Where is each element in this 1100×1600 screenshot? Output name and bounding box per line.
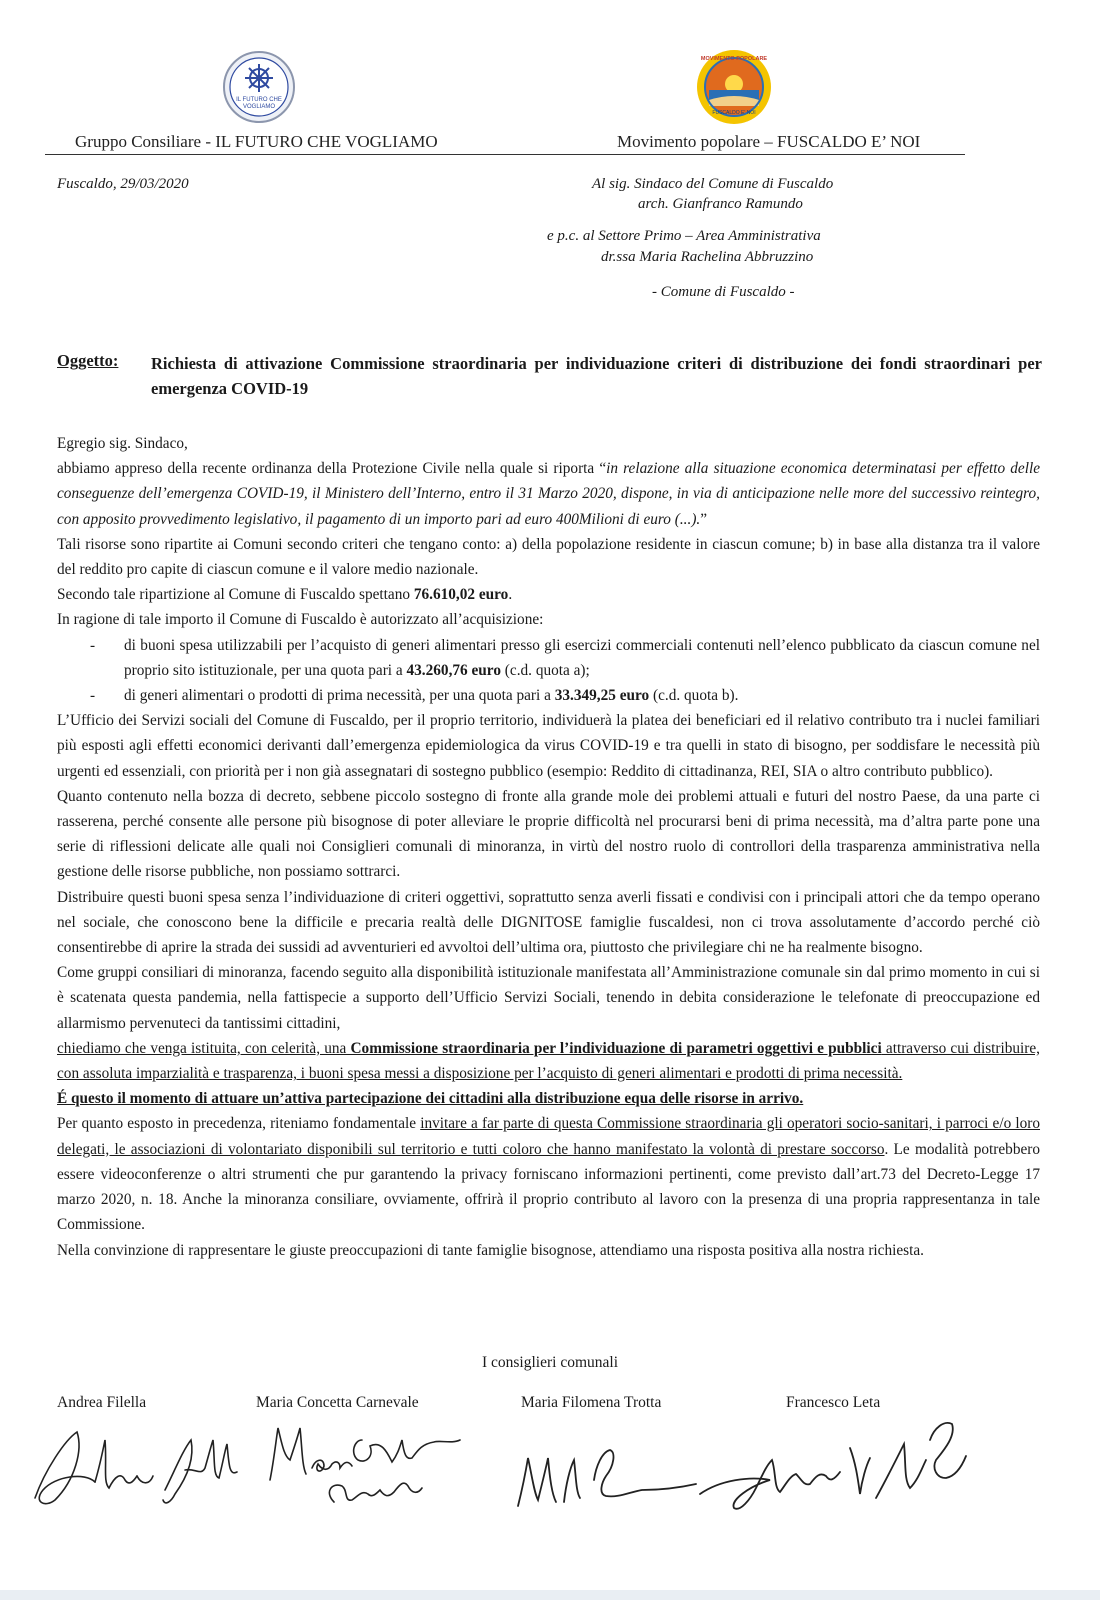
- svg-text:FUSCALDO E' NOI: FUSCALDO E' NOI: [712, 110, 756, 116]
- invitation-text: invitare a far parte di questa Commissione straordinaria gli operatori socio-sanitari, i parroci e/o loro delegati, le associazioni di volontariato disponibili sul territorio e tutti coloro che hanno manifestato la volontà di prestare soccorso: [57, 1115, 1041, 1158]
- page-bottom-margin: [0, 1590, 1100, 1600]
- paragraph-participation: É questo il momento di attuare un’attiva partecipazione dei cittadini alla distribuzione equa delle risorse in arrivo.: [57, 1090, 804, 1108]
- signatory-name: Maria Concetta Carnevale: [256, 1394, 419, 1411]
- paragraph-invitation: Per quanto esposto in precedenza, riteniamo fondamentale invitare a far parte di questa Commissione straordinaria gli operatori socio-sanitari, i parroci e/o loro delegati, le associazioni di volontariato disponibili sul territorio e tutti coloro che hanno manifestato la volontà di prestare soccorso. Le modalità potrebbero essere videoconferenze o altri strumenti che pur garantendo la privacy forniscano informazioni pertinenti, come previsto dall’art.73 del Decreto-Legge 17 marzo 2020, n. 18. Anche la minoranza consiliare, ovviamente, offrirà il proprio contributo al lavoro con la presenza di una propria rappresentanza in tale Commissione.: [57, 1115, 1041, 1234]
- cc-line-2: dr.ssa Maria Rachelina Abbruzzino: [601, 249, 814, 265]
- signatory-name: Maria Filomena Trotta: [521, 1394, 662, 1411]
- left-group-name: Gruppo Consiliare - IL FUTURO CHE VOGLIAMO: [75, 132, 438, 151]
- subject-text: Richiesta di attivazione Commissione straordinaria per individuazione criteri di distribuzione dei fondi straordinari per emergenza COVID-19: [151, 354, 1042, 398]
- paragraph-ordinance: abbiamo appreso della recente ordinanza della Protezione Civile nella quale si riporta “in relazione alla situazione economica determinatasi per effetto delle conseguenze dell’emergenza COVID-19, il Ministero dell’Interno, entro il 31 Marzo 2020, dispone, in via di anticipazione nelle more del successivo reintegro, con apposito provvedimento legislativo, il pagamento di un importo pari ad euro 400Milioni di euro (...).”: [57, 460, 1040, 528]
- paragraph-criteria: Tali risorse sono ripartite ai Comuni secondo criteri che tengano conto: a) della popolazione residente in ciascun comune; b) in base alla distanza tra il valore del reddito pro capite di ciascun comune e il valore medio nazionale.: [57, 535, 1040, 579]
- paragraph-allocation: Secondo tale ripartizione al Comune di Fuscaldo spettano 76.610,02 euro.: [57, 586, 513, 604]
- closing: I consiglieri comunali: [481, 1354, 619, 1371]
- paragraph-decree: Quanto contenuto nella bozza di decreto, sebbene piccolo sostegno di fronte alla grande mole dei problemi attuali e futuri del nostro Paese, da una parte ci rasserena, perché consente alle persone più bisognose di poter alleviare le proprie difficoltà nel procurarsi beni di prima necessità, ma d’altra parte pone una serie di riflessioni delicate alle quali noi Consiglieri comunali di minoranza, in virtù del nostro ruolo di controllori della trasparenza amministrativa nella gestione delle risorse pubbliche, non possiamo sottrarci.: [57, 787, 1040, 881]
- signature-leta: [690, 1410, 980, 1520]
- salutation: Egregio sig. Sindaco,: [57, 435, 188, 452]
- quota-a-amount: 43.260,76 euro: [406, 661, 501, 679]
- total-amount: 76.610,02 euro: [413, 586, 509, 604]
- svg-text:IL FUTURO CHE: IL FUTURO CHE: [236, 97, 282, 103]
- header-divider: [45, 154, 965, 155]
- signature-filella: [25, 1410, 255, 1520]
- paragraph-request: chiediamo che venga istituita, con celerità, una Commissione straordinaria per l’individuazione di parametri oggettivi e pubblici attraverso cui distribuire, con assoluta imparzialità e trasparenza, i buoni spesa messi a disposizione per l’acquisto di generi alimentari e prodotti di prima necessità.: [57, 1039, 1040, 1083]
- addressee-line-1: Al sig. Sindaco del Comune di Fuscaldo: [592, 176, 834, 192]
- addressee-line-2: arch. Gianfranco Ramundo: [638, 196, 803, 212]
- bullet-quota-a: - di buoni spesa utilizzabili per l’acquisto di generi alimentari presso gli esercizi commerciali contenuti nell’elenco pubblicato da ciascun comune nel proprio sito istituzionale, per una quota pari a 43.260,76 euro (c.d. quota a);: [90, 636, 1040, 679]
- subject-label: Oggetto:: [57, 351, 119, 370]
- paragraph-minority-groups: Come gruppi consiliari di minoranza, facendo seguito alla disponibilità istituzionale manifestata all’Amministrazione comunale sin dal primo momento in cui si è scatenata questa pandemia, nella fattispecie a supporto dell’Ufficio Servizi Sociali, tenendo in debita considerazione le telefonate di preoccupazione ed allarmismo pervenuteci da tantissimi cittadini,: [57, 964, 1040, 1032]
- signature-carnevale: [262, 1410, 472, 1520]
- il-futuro-che-vogliamo-logo: [222, 50, 296, 124]
- place-date: Fuscaldo, 29/03/2020: [57, 176, 189, 192]
- bullet-quota-b: - di generi alimentari o prodotti di prima necessità, per una quota pari a 33.349,25 euro (c.d. quota b).: [90, 687, 739, 705]
- signatory-name: Francesco Leta: [786, 1394, 881, 1411]
- paragraph-distribution: Distribuire questi buoni spesa senza l’individuazione di criteri oggettivi, soprattutto senza averli fissati e condivisi con i principali attori che da tempo operano nel sociale, che conoscono bene la difficile e precaria realtà delle DIGNITOSE famiglie fuscaldesi, non ci trova assolutamente d’accordo perché ciò consentirebbe di aprire la strada dei sussidi ad avventurieri ed avvoltoi dell’ultima ora, piuttosto che privilegiare chi ne ha realmente bisogno.: [57, 888, 1040, 957]
- letter-body: [57, 431, 1040, 1263]
- paragraph-social-services: L’Ufficio dei Servizi sociali del Comune di Fuscaldo, per il proprio territorio, individuerà la platea dei beneficiari ed il relativo contributo tra i nuclei familiari più esposti agli effetti economici derivanti dall’emergenza epidemiologica da virus COVID-19 e tra quelli in stato di bisogno, per soddisfare le necessità più urgenti ed essenziali, con priorità per i non già assegnatari di sostegno pubblico (esempio: Reddito di cittadinanza, REI, SIA o altro contributo pubblico).: [57, 712, 1040, 780]
- sunset-beach-logo-icon: [695, 48, 773, 126]
- ordinance-quote: in relazione alla situazione economica determinatasi per effetto delle conseguenze dell’emergenza COVID-19, il Ministero dell’Interno, entro il 31 Marzo 2020, dispone, in via di anticipazione nelle more del successivo reintegro, con apposito provvedimento legislativo, il pagamento di un importo pari ad euro 400Milioni di euro (...).: [57, 460, 1040, 528]
- quota-b-amount: 33.349,25 euro: [554, 687, 650, 705]
- comune-line: - Comune di Fuscaldo -: [652, 284, 795, 300]
- svg-text:MOVIMENTO POPOLARE: MOVIMENTO POPOLARE: [700, 56, 768, 62]
- signature-trotta: [510, 1410, 710, 1520]
- helm-logo-icon: [222, 50, 296, 124]
- svg-text:VOGLIAMO: VOGLIAMO: [242, 104, 276, 110]
- signatory-name: Andrea Filella: [57, 1394, 147, 1411]
- cc-line-1: e p.c. al Settore Primo – Area Amministrativa: [547, 228, 821, 244]
- right-group-name: Movimento popolare – FUSCALDO E’ NOI: [617, 132, 921, 151]
- commission-name: Commissione straordinaria per l’individuazione di parametri oggettivi e pubblici: [350, 1039, 882, 1057]
- paragraph-authorization: In ragione di tale importo il Comune di Fuscaldo è autorizzato all’acquisizione:: [57, 611, 544, 629]
- paragraph-conclusion: Nella convinzione di rappresentare le giuste preoccupazioni di tante famiglie bisognose, attendiamo una risposta positiva alla nostra richiesta.: [57, 1241, 924, 1259]
- movimento-popolare-logo: [695, 48, 773, 126]
